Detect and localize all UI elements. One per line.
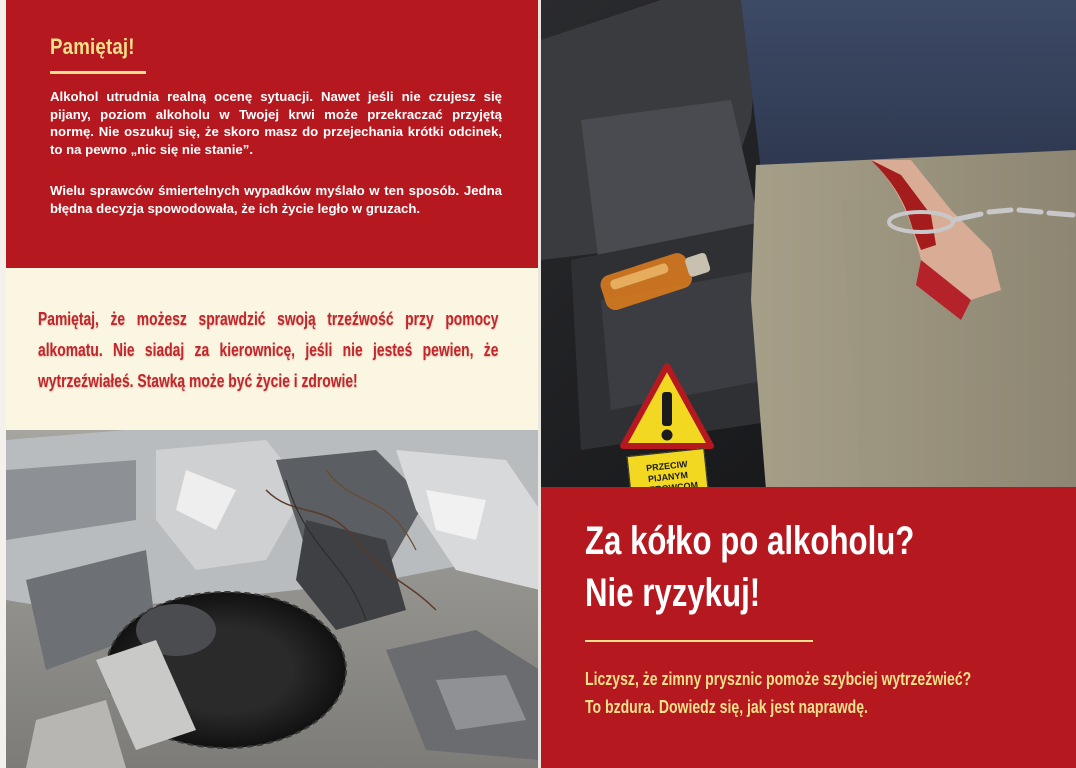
heading: Pamiętaj! (50, 34, 135, 59)
headline-underline (585, 640, 813, 642)
breathalyzer-tip: Pamiętaj, że możesz sprawdzić swoją trzeźwość przy pomocy alkomatu. Nie siadaj za kierownicę, jeśli nie jesteś pewien, że wytrzeźwiałeś. Stawką może być życie i zdrowie! (38, 309, 499, 391)
left-page (6, 0, 540, 768)
badge-line-2: PIJANYM (647, 469, 689, 484)
warning-text-block (6, 0, 540, 268)
crash-photo (6, 430, 540, 768)
wrecked-car-image (6, 430, 540, 768)
headline-line-2: Nie ryzykuj! (585, 571, 761, 615)
handcuffed-driver-photo (541, 0, 1076, 490)
exclamation-triangle-icon (617, 360, 717, 456)
right-page (541, 0, 1076, 768)
paragraph-1: Alkohol utrudnia realną ocenę sytuacji. Nawet jeśli nie czujesz się pijany, poziom alkoholu w Twojej krwi może przekraczać przyjętą normę. Nie oszukuj się, że skoro masz do przejechania krótki odcinek, to na pewno „nic się nie stanie”. (50, 89, 502, 157)
subtext-line-2: To bzdura. Dowiedz się, jak jest naprawdę. (585, 697, 868, 717)
paragraph-2: Wielu sprawców śmiertelnych wypadków myślało w ten sposób. Jedna błędna decyzja spowodowała, że ich życie legło w gruzach. (50, 183, 502, 216)
badge-line-1: PRZECIW (645, 458, 688, 473)
headline-line-1: Za kółko po alkoholu? (585, 519, 915, 563)
tip-block (6, 268, 540, 430)
cover-text-block (541, 487, 1076, 768)
heading-underline (50, 71, 146, 74)
subtext-line-1: Liczysz, że zimny prysznic pomoże szybciej wytrzeźwieć? (585, 669, 972, 689)
